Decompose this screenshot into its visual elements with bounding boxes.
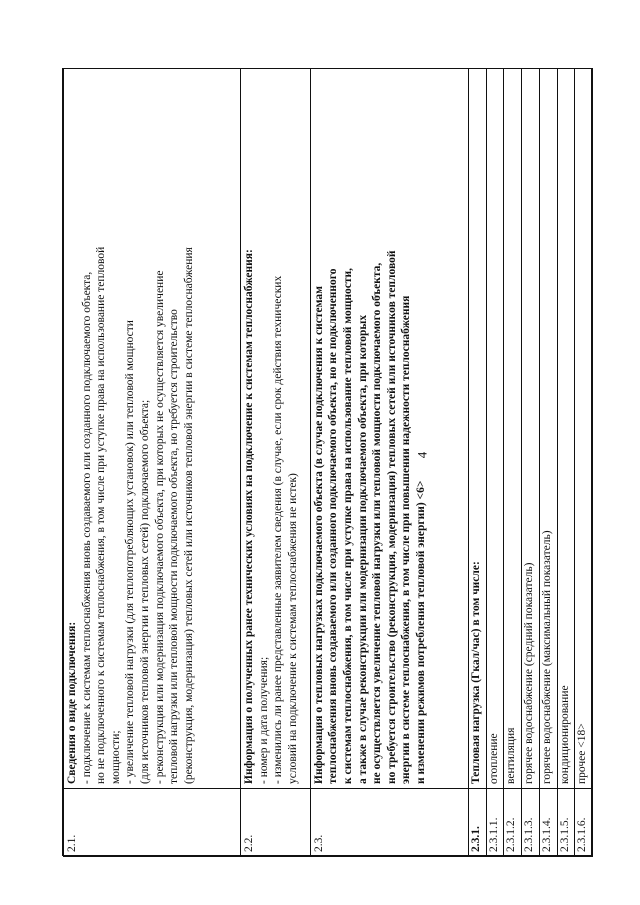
row-line: энергии в системе теплоснабжения, в том числе при повышении надежности теплоснабжения <box>400 295 413 784</box>
row-title: Сведения о виде подключения: <box>66 621 78 784</box>
row-content <box>64 69 241 789</box>
row-number: 2.3.1.3. <box>522 789 540 857</box>
row-line: - реконструкция или модернизация подключаемого объекта, при которых не осуществляется увеличение <box>153 270 166 784</box>
row-line: не осуществляется увеличение тепловой нагрузки или тепловой мощности подключаемого объекта, <box>371 262 384 784</box>
table-row-2-3-1-1 <box>486 69 504 857</box>
row-number: 2.3.1.1. <box>486 789 504 857</box>
row-content: кондиционирование <box>557 69 575 789</box>
row-number: 2.3.1.4. <box>539 789 557 857</box>
table-row-2-3-1-4 <box>539 69 557 857</box>
row-content: вентиляция <box>504 69 522 789</box>
table-row-2-3-1 <box>468 69 486 857</box>
row-line: - номер и дата получения; <box>257 656 270 784</box>
row-content <box>310 69 468 789</box>
row-number: 2.3.1.6. <box>575 789 593 857</box>
table-row-2-1 <box>64 69 241 857</box>
row-number: 2.3. <box>310 789 468 857</box>
row-number: 2.2. <box>241 789 311 857</box>
row-number: 2.3.1. <box>468 789 486 857</box>
table-row-2-3 <box>310 69 468 857</box>
row-line: но требуется строительство (реконструкция, модернизация) тепловых сетей или источников тепловой <box>385 250 398 784</box>
table-row-2-3-1-6 <box>575 69 593 857</box>
table-row-2-2 <box>241 69 311 857</box>
row-line: - увеличение тепловой нагрузки (для теплопотребляющих установок) или тепловой мощности <box>124 320 137 784</box>
row-line: тепловой нагрузки или тепловой мощности подключаемого объекта, но требуется строительство <box>168 309 181 784</box>
row-line: (реконструкция, модернизация) тепловых сетей или источников тепловой энергии в системе теплоснабжения <box>182 247 195 784</box>
row-content: Тепловая нагрузка (Гкал/час) в том числе: <box>468 69 486 789</box>
table-row-2-3-1-5 <box>557 69 575 857</box>
row-line: - изменились ли ранее представленные заявителем сведения (в случае, если срок действия технических <box>272 275 285 784</box>
row-number: 2.3.1.5. <box>557 789 575 857</box>
row-title: Информация о полученных ранее технических условиях на подключение к системам теплоснабжения: <box>243 249 256 784</box>
row-line: - подключение к системам теплоснабжения вновь создаваемого или созданного подключаемого объекта, <box>80 271 93 784</box>
row-line: теплоснабжения вновь создаваемого или созданного подключаемого объекта, но не подключенного <box>327 268 340 784</box>
row-line: мощности; <box>109 730 122 784</box>
row-content: горячее водоснабжение (средний показатель) <box>522 69 540 789</box>
row-line: (для источников тепловой энергии и тепловых сетей) подключаемого объекта; <box>138 399 151 784</box>
table-row-2-3-1-3 <box>522 69 540 857</box>
row-content: горячее водоснабжение (максимальный показатель) <box>539 69 557 789</box>
document-table-frame <box>62 68 592 856</box>
row-line: а также в случае реконструкции или модернизации подключаемого объекта, при которых <box>356 314 369 784</box>
row-number: 2.1. <box>64 789 241 857</box>
row-line: и изменении режимов потребления тепловой энергии) <6> <box>414 480 427 784</box>
row-content <box>241 69 311 789</box>
row-line: условий на подключение к системам теплоснабжения не истек) <box>287 473 300 784</box>
row-content: прочее <18> <box>575 69 593 789</box>
row-number: 2.3.1.2. <box>504 789 522 857</box>
row-line: к системам теплоснабжения, в том числе при уступке права на использование тепловой мощности, <box>341 267 354 784</box>
row-line: но не подключенного к системам теплоснабжения, в том числе при уступке права на использование тепловой <box>95 246 108 784</box>
document-table <box>63 68 593 857</box>
row-line: Информация о тепловых нагрузках подключаемого объекта (в случае подключения к системам <box>312 286 325 784</box>
page-number: 4 <box>414 451 430 459</box>
table-row-2-3-1-2 <box>504 69 522 857</box>
row-content: отопление <box>486 69 504 789</box>
